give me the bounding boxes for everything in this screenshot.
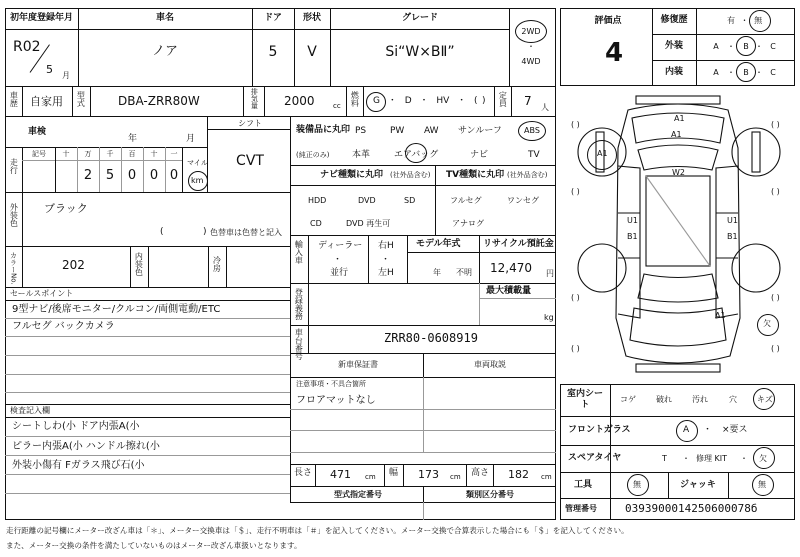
recycle-label: リサイクル預託金 bbox=[483, 239, 554, 249]
manual-label: 車両取説 bbox=[474, 360, 506, 369]
digit-label-5: 一 bbox=[170, 150, 178, 158]
equip-item: TV bbox=[528, 150, 540, 160]
ext-grade: ・ bbox=[755, 42, 763, 51]
first-reg-era: R02 bbox=[13, 39, 41, 55]
mark-u1-left: U1 bbox=[627, 216, 638, 225]
equipment-label: 装備品に丸印 bbox=[296, 125, 351, 135]
jack-label: ジャッキ bbox=[680, 480, 716, 490]
sheet-option: 破れ bbox=[656, 395, 672, 404]
repair-history-options: 有 ・ 無 bbox=[727, 16, 763, 25]
import-label: 輸入車 bbox=[294, 240, 304, 264]
interior-label: 内装 bbox=[664, 67, 684, 77]
recycle-value: 12,470 bbox=[490, 261, 532, 275]
spare-option: ・ bbox=[682, 454, 690, 463]
width-unit: cm bbox=[450, 473, 461, 481]
max-load-label: 最大積載量 bbox=[486, 286, 532, 296]
import-parallel: 並行 bbox=[330, 268, 349, 278]
sales-point-line: 9型ナビ/後席モニター/クルコン/両側電動/ETC bbox=[12, 304, 221, 315]
import-dealer: ディーラー bbox=[318, 241, 363, 251]
sheet-option: キズ bbox=[757, 395, 773, 404]
length-value: 471 bbox=[330, 468, 351, 481]
navi-item: SD bbox=[404, 196, 416, 205]
grade-label: グレード bbox=[401, 13, 439, 23]
import-dot: ・ bbox=[333, 255, 343, 265]
sheet-option: 汚れ bbox=[692, 395, 708, 404]
mileage-symbol-label: 記号 bbox=[32, 150, 46, 158]
car-name-label: 車名 bbox=[155, 13, 175, 23]
spare-tire-label: スペアタイヤ bbox=[568, 453, 622, 463]
chassis-label: 車台番号 bbox=[294, 328, 304, 360]
int-grade: A bbox=[713, 68, 719, 77]
equipment-sub-label: (純正のみ) bbox=[296, 151, 330, 159]
shift-label: シフト bbox=[238, 119, 262, 128]
spare-option: 修理 KIT bbox=[696, 454, 728, 463]
equip-item: AW bbox=[424, 126, 439, 136]
height-label: 高さ bbox=[471, 468, 490, 478]
int-grade: C bbox=[770, 68, 776, 77]
grade-value: Si“W×BⅡ” bbox=[385, 44, 455, 60]
paren-label: ( ) bbox=[571, 187, 580, 196]
door-value: 5 bbox=[268, 44, 278, 60]
equip-item: エアバッグ bbox=[394, 150, 439, 160]
glass-option: ×要ス bbox=[722, 425, 748, 435]
first-reg-month-unit: 月 bbox=[62, 71, 70, 80]
displacement-value: 2000 bbox=[284, 94, 315, 108]
equip-item: PW bbox=[390, 126, 405, 136]
interior-color-label: 内装色 bbox=[134, 252, 144, 276]
chassis-value: ZRR80-0608919 bbox=[384, 331, 478, 345]
color-paren-open: ( bbox=[160, 227, 164, 237]
int-b-circle bbox=[736, 62, 756, 82]
footer-line-2: また、メーター交換の条件を満たしていないものはメーター改ざん車扱いとなります。 bbox=[6, 541, 302, 550]
paren-label: ( ) bbox=[771, 344, 780, 353]
repair-none-circle bbox=[749, 10, 771, 32]
inspector-label: 検査記入欄 bbox=[10, 406, 50, 415]
spare-option: T bbox=[662, 454, 667, 463]
navi-sub: (社外品含む) bbox=[390, 171, 431, 179]
sales-point-label: セールスポイント bbox=[10, 289, 74, 298]
glass-option: ・ bbox=[703, 425, 713, 435]
fuel-options: G ・ D ・ HV ・ ( bbox=[373, 96, 478, 106]
mile-label: マイル bbox=[187, 159, 208, 167]
spare-option: ・ bbox=[740, 454, 748, 463]
ext-grade: B bbox=[743, 42, 749, 51]
displacement-label: 排気量 bbox=[250, 88, 259, 109]
rating-label: 評価点 bbox=[594, 16, 622, 26]
tv-item: アナログ bbox=[452, 219, 484, 228]
footer-line-1: 走行距離の記号欄にメーター改ざん車は「＊」、メーター交換車は「＄」、走行不明車は「＃」を記入してください。メーター交換で合算表示した場合にも「＄」を記入してください。 bbox=[6, 526, 629, 535]
sheet-option: コゲ bbox=[620, 395, 636, 404]
mileage-digit: 2 bbox=[83, 168, 93, 183]
fuel-close: ) bbox=[482, 96, 486, 106]
mark-a1-top: A1 bbox=[674, 114, 685, 123]
jack-value: 無 bbox=[758, 480, 766, 489]
mileage-unit: km bbox=[191, 176, 204, 185]
digit-label-4: 十 bbox=[150, 150, 158, 158]
mark-u1-right: U1 bbox=[727, 216, 738, 225]
int-grade: B bbox=[743, 68, 749, 77]
mileage-digit: 0 bbox=[127, 168, 137, 183]
interior-sheet-label: 室内シート bbox=[566, 389, 603, 410]
tv-item: ワンセグ bbox=[507, 196, 539, 205]
tv-item: フルセグ bbox=[450, 196, 482, 205]
capacity-unit: 人 bbox=[541, 103, 549, 112]
tools-label: 工具 bbox=[574, 480, 593, 490]
ext-grade: C bbox=[770, 42, 776, 51]
paren-label: ( ) bbox=[771, 120, 780, 129]
digit-label-2: 千 bbox=[106, 150, 114, 158]
inspector-line: ピラー内張A(小 ハンドル擦れ(小 bbox=[12, 441, 160, 452]
capacity-label: 定員 bbox=[498, 91, 508, 107]
inspector-line: シートしわ(小 ドア内張A(小 bbox=[12, 421, 140, 432]
management-label: 管理番号 bbox=[565, 504, 597, 513]
import-rh: 右H bbox=[378, 241, 394, 251]
glass-option: A bbox=[683, 425, 690, 435]
int-grade: ・ bbox=[755, 68, 763, 77]
mileage-digit: 0 bbox=[169, 168, 179, 183]
model-value: DBA-ZRR80W bbox=[118, 94, 200, 108]
notes-value: フロアマットなし bbox=[296, 395, 376, 406]
notes-label: 注意事項・不具合箇所 bbox=[296, 380, 366, 388]
digit-label-3: 百 bbox=[128, 150, 136, 158]
paren-label: ( ) bbox=[771, 293, 780, 302]
equip-item: PS bbox=[355, 126, 367, 136]
model-label: 型式 bbox=[76, 91, 86, 107]
navi-item: HDD bbox=[308, 196, 327, 205]
mark-a1-left: A1 bbox=[597, 149, 608, 158]
repair-history-label: 修復歴 bbox=[660, 15, 688, 25]
paren-label: ( ) bbox=[571, 120, 580, 129]
mark-ketsu: 欠 bbox=[763, 319, 771, 328]
mileage-digit: 5 bbox=[105, 168, 115, 183]
shift-value: CVT bbox=[236, 153, 264, 169]
paren-label: ( ) bbox=[771, 187, 780, 196]
color-no-label: カラーNo. bbox=[9, 252, 18, 285]
color-no-value: 202 bbox=[62, 258, 85, 272]
equip-item: サンルーフ bbox=[458, 126, 502, 136]
color-label: 外装色 bbox=[9, 203, 19, 227]
height-value: 182 bbox=[508, 468, 529, 481]
color-value: ブラック bbox=[44, 202, 88, 215]
digit-label-0: 十 bbox=[62, 150, 70, 158]
sheet-option: 穴 bbox=[729, 395, 737, 404]
model-year-unknown: 不明 bbox=[456, 268, 472, 277]
registration-label: 登録義務 bbox=[294, 288, 304, 320]
drive-2wd: 2WD bbox=[521, 27, 541, 36]
length-label: 長さ bbox=[294, 468, 313, 478]
a1-left-circle bbox=[587, 140, 617, 170]
shape-label: 形状 bbox=[302, 13, 322, 23]
type-designation-label: 型式指定番号 bbox=[334, 490, 382, 499]
paren-label: ( ) bbox=[571, 293, 580, 302]
tv-label: TV種類に丸印 bbox=[446, 170, 505, 180]
exterior-label: 外装 bbox=[664, 41, 684, 51]
mark-a1-hood: A1 bbox=[671, 130, 682, 139]
mileage-label: 走行 bbox=[9, 158, 19, 174]
sales-point-line: フルセグ バックカメラ bbox=[12, 321, 115, 332]
equip-item: 本革 bbox=[352, 150, 371, 160]
shape-value: V bbox=[307, 44, 317, 60]
tv-sub: (社外品含む) bbox=[507, 171, 548, 179]
digit-label-1: 万 bbox=[84, 150, 92, 158]
class-number-label: 類別区分番号 bbox=[466, 490, 514, 499]
door-label: ドア bbox=[264, 13, 282, 23]
rating-score: 4 bbox=[604, 38, 624, 68]
inspection-month-unit: 月 bbox=[186, 134, 196, 144]
width-value: 173 bbox=[418, 468, 439, 481]
equip-item: ABS bbox=[524, 126, 540, 135]
drive-dot: ・ bbox=[527, 42, 535, 51]
displacement-unit: cc bbox=[333, 102, 341, 110]
spare-option: 欠 bbox=[759, 454, 767, 463]
category-label: 車歴 bbox=[9, 91, 19, 107]
ext-b-circle bbox=[736, 36, 756, 56]
navi-item: DVD bbox=[358, 196, 376, 205]
model-year-unit: 年 bbox=[433, 268, 441, 277]
height-unit: cm bbox=[541, 473, 552, 481]
first-reg-label: 初年度登録年月 bbox=[10, 13, 74, 23]
import-dot-2: ・ bbox=[381, 255, 391, 265]
fridge-label: 冷房 bbox=[212, 256, 222, 272]
paren-label: ( ) bbox=[571, 344, 580, 353]
mileage-digit: 0 bbox=[149, 168, 159, 183]
inspection-year-unit: 年 bbox=[128, 134, 138, 144]
color-note: 色替車は色替と記入 bbox=[210, 228, 282, 237]
ext-grade: ・ bbox=[727, 42, 735, 51]
mark-b1-left: B1 bbox=[627, 232, 638, 241]
ext-grade: A bbox=[713, 42, 719, 51]
equip-item: ナビ bbox=[470, 150, 489, 160]
color-paren-close: ) bbox=[203, 227, 207, 237]
mark-b1-right: B1 bbox=[727, 232, 738, 241]
length-unit: cm bbox=[365, 473, 376, 481]
mark-a1-rear: A1 bbox=[715, 311, 726, 320]
front-glass-label: フロントガラス bbox=[568, 425, 631, 435]
category-value: 自家用 bbox=[30, 95, 63, 108]
drive-4wd: 4WD bbox=[521, 57, 541, 66]
warranty-label: 新車保証書 bbox=[338, 360, 378, 369]
inspection-label: 車検 bbox=[28, 127, 47, 137]
navi-label: ナビ種類に丸印 bbox=[320, 170, 384, 180]
navi-item: CD bbox=[310, 219, 322, 228]
max-load-unit: kg bbox=[544, 313, 554, 322]
management-value: 0393900014250600078б bbox=[625, 502, 758, 515]
int-grade: ・ bbox=[727, 68, 735, 77]
first-reg-month: 5 bbox=[46, 63, 53, 76]
navi-item: DVD 再生可 bbox=[346, 219, 391, 228]
import-lh: 左H bbox=[378, 268, 394, 278]
width-label: 幅 bbox=[389, 468, 399, 478]
car-name: ノア bbox=[151, 44, 179, 59]
capacity-value: 7 bbox=[524, 94, 532, 108]
model-year-label: モデル年式 bbox=[416, 239, 461, 249]
fuel-label: 燃料 bbox=[350, 91, 360, 107]
recycle-unit: 円 bbox=[546, 269, 554, 278]
tools-value: 無 bbox=[633, 480, 641, 489]
inspector-line: 外装小傷有 Fガラス飛び石(小 bbox=[12, 460, 145, 471]
mark-w2: W2 bbox=[672, 168, 685, 177]
